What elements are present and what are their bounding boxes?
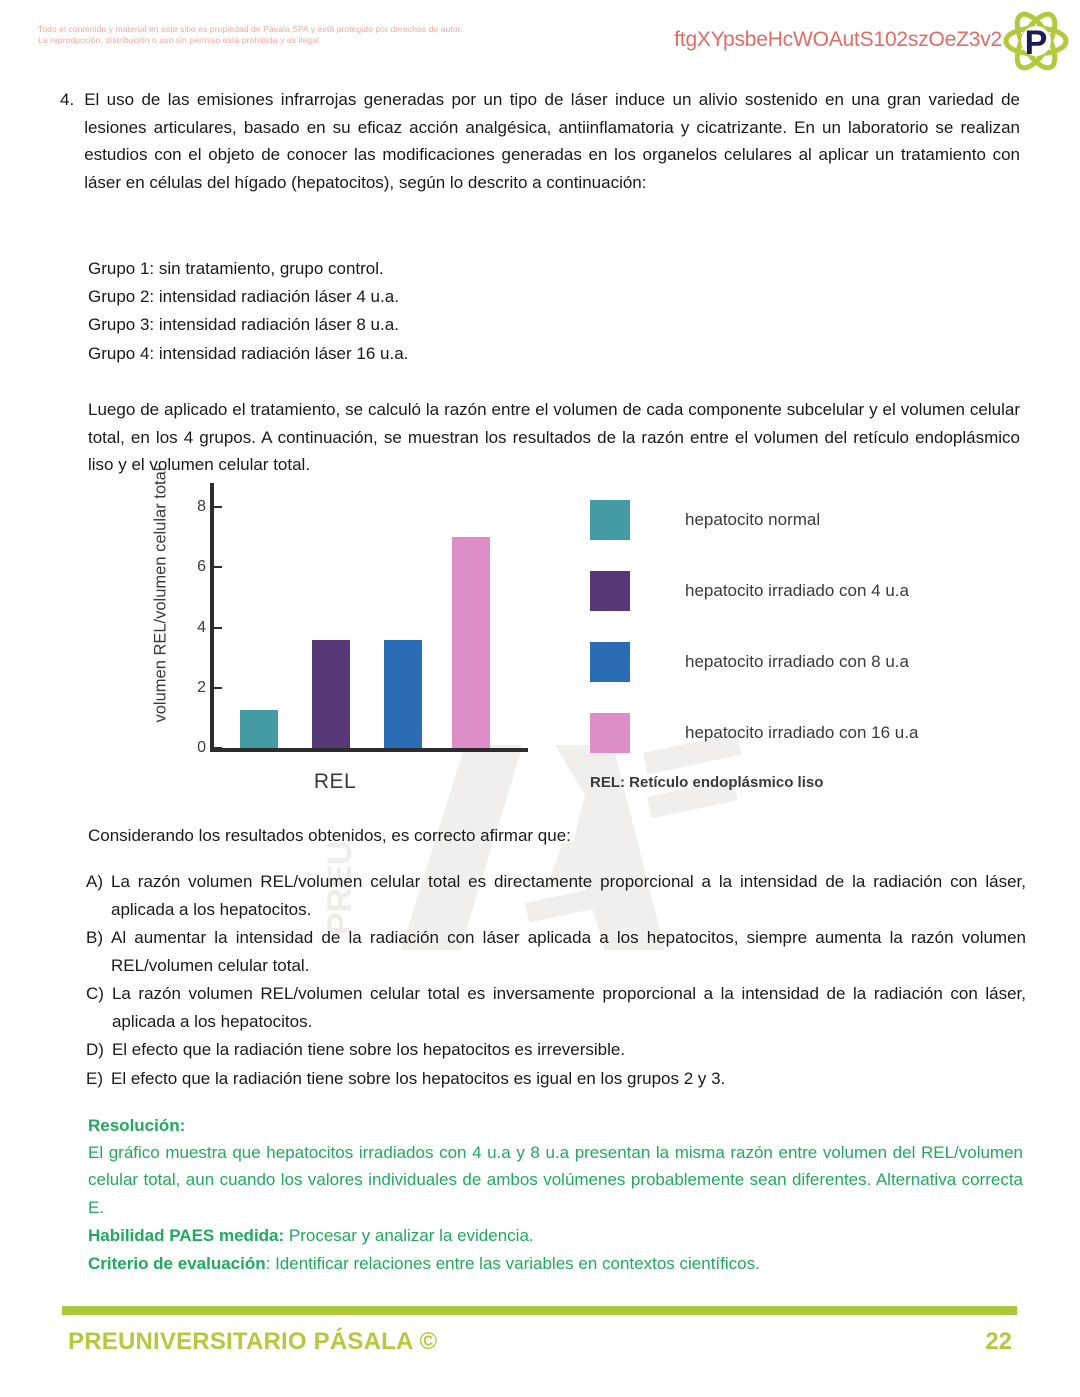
- chart-x-axis-label: REL: [313, 770, 357, 793]
- resolution-title: Resolución:: [88, 1116, 186, 1135]
- option-e[interactable]: [86, 1065, 1026, 1093]
- skill-line: [88, 1222, 1023, 1249]
- bar-irradiado-16ua: [452, 537, 490, 748]
- option-b[interactable]: [86, 924, 1026, 979]
- y-tick-label: 2: [197, 678, 206, 696]
- group-item: Grupo 3: intensidad radiación láser 8 u.a.: [88, 315, 399, 335]
- bar-hepatocito-normal: [240, 710, 278, 748]
- group-list: [88, 255, 688, 368]
- logo-letter: P: [1024, 24, 1048, 62]
- criterion-line: [88, 1250, 1023, 1277]
- intro-paragraph: Luego de aplicado el tratamiento, se calculó la razón entre el volumen de cada componente subcelular y el volumen celular total, en los 4 grupos. A continuación, se muestran los resultados de la razón entre el volumen del retículo endoplásmico liso y el volumen celular total.: [88, 400, 1020, 475]
- option-letter: C): [86, 984, 104, 1004]
- copyright-notice: [38, 24, 508, 47]
- footer-brand: PREUNIVERSITARIO PÁSALA ©: [68, 1328, 438, 1355]
- option-text: La razón volumen REL/volumen celular total es inversamente proporcional a la intensidad de la radiación con láser, aplicada a los hepatocitos.: [111, 984, 1026, 1031]
- chart-legend: [590, 484, 1000, 768]
- bar-irradiado-4ua: [312, 640, 350, 748]
- question-text: El uso de las emisiones infrarrojas generadas por un tipo de láser induce un alivio sostenido en una gran variedad de lesiones articulares, basado en su eficaz acción analgésica, antiinflamatoria y cicatrizante. En un laboratorio se realizan estudios con el objeto de conocer las modificaciones generadas en los organelos celulares al aplicar un tratamiento con láser en células del hígado (hepatocitos), según lo descrito a continuación:: [84, 90, 1020, 192]
- legend-swatch: [590, 713, 630, 753]
- legend-item: [590, 484, 1000, 555]
- y-tick-label: 8: [197, 498, 206, 515]
- chart-y-axis-label: volumen REL/volumen celular total: [151, 467, 170, 723]
- option-letter: E): [86, 1068, 103, 1088]
- legend-item: [590, 626, 1000, 697]
- skill-value: Procesar y analizar la evidencia.: [284, 1225, 534, 1245]
- option-c[interactable]: [86, 980, 1026, 1035]
- legend-swatch: [590, 500, 630, 540]
- x-axis-line: [210, 748, 528, 752]
- group-item: Grupo 4: intensidad radiación láser 16 u.a.: [88, 343, 409, 363]
- option-letter: B): [86, 928, 103, 948]
- legend-label: hepatocito irradiado con 4 u.a: [685, 580, 909, 600]
- criterion-label: Criterio de evaluación: [88, 1253, 266, 1273]
- skill-label: Habilidad PAES medida:: [88, 1225, 285, 1245]
- option-letter: A): [86, 872, 103, 891]
- answer-options: [86, 868, 1026, 1093]
- legend-item: [590, 697, 1000, 768]
- question-stem: Considerando los resultados obtenidos, es correcto afirmar que:: [88, 826, 571, 845]
- legend-label: hepatocito irradiado con 16 u.a: [685, 722, 919, 742]
- y-tick-label: 0: [197, 739, 206, 756]
- document-code: ftgXYpsbeHcWOAutS102szOeZ3v2: [674, 28, 1002, 51]
- option-d[interactable]: [86, 1036, 1026, 1064]
- chart-note: REL: Retículo endoplásmico liso: [590, 774, 824, 791]
- option-text: El efecto que la radiación tiene sobre los hepatocitos es irreversible.: [111, 1040, 626, 1060]
- legend-item: [590, 555, 1000, 626]
- question-block: [60, 86, 1020, 196]
- resolution-block: [88, 1112, 1023, 1277]
- legend-label: hepatocito irradiado con 8 u.a: [685, 651, 909, 671]
- option-text: La razón volumen REL/volumen celular total es directamente proporcional a la intensidad de la radiación con láser, aplicada a los hepatocitos.: [111, 872, 1026, 919]
- legend-label: hepatocito normal: [685, 509, 821, 529]
- legend-swatch: [590, 642, 630, 682]
- option-a[interactable]: [86, 868, 1026, 923]
- svg-text:PREU: PREU: [321, 840, 359, 935]
- copyright-line-2: La reproducción, distribución o uso sin permiso está prohibida y es ilegal: [38, 35, 319, 46]
- resolution-body: El gráfico muestra que hepatocitos irradiados con 4 u.a y 8 u.a presentan la misma razón entre volumen del REL/volumen celular total, aun cuando los valores individuales de ambos volúmenes probablemente sean diferentes. Alternativa correcta E.: [88, 1143, 1023, 1217]
- bar-irradiado-8ua: [384, 640, 422, 748]
- group-item: Grupo 2: intensidad radiación láser 4 u.a.: [88, 287, 399, 307]
- y-axis-line: [210, 483, 214, 751]
- copyright-line-1: Todo el contenido y material en este sitio es propiedad de Pásala SPA y está protegido por derechos de autor.: [38, 24, 463, 34]
- chart-bars: [214, 483, 528, 748]
- chart-axes: [197, 483, 530, 758]
- footer-divider: [62, 1306, 1017, 1315]
- y-tick-label: 4: [197, 618, 206, 636]
- footer-page-number: 22: [985, 1328, 1012, 1355]
- pasala-atom-logo-icon: [1000, 4, 1072, 78]
- option-letter: D): [86, 1040, 104, 1060]
- option-text: Al aumentar la intensidad de la radiación con láser aplicada a los hepatocitos, siempre aumenta la razón volumen REL/volumen celular total.: [111, 928, 1026, 975]
- legend-swatch: [590, 571, 630, 611]
- y-tick-label: 6: [197, 558, 206, 576]
- option-text: El efecto que la radiación tiene sobre los hepatocitos es igual en los grupos 2 y 3.: [111, 1068, 726, 1088]
- question-number: 4.: [60, 90, 75, 109]
- chart-plot-area: [120, 467, 540, 808]
- bar-chart-figure: [120, 467, 1000, 808]
- criterion-value: : Identificar relaciones entre las variables en contextos científicos.: [265, 1253, 760, 1273]
- group-item: Grupo 1: sin tratamiento, grupo control.: [88, 259, 384, 278]
